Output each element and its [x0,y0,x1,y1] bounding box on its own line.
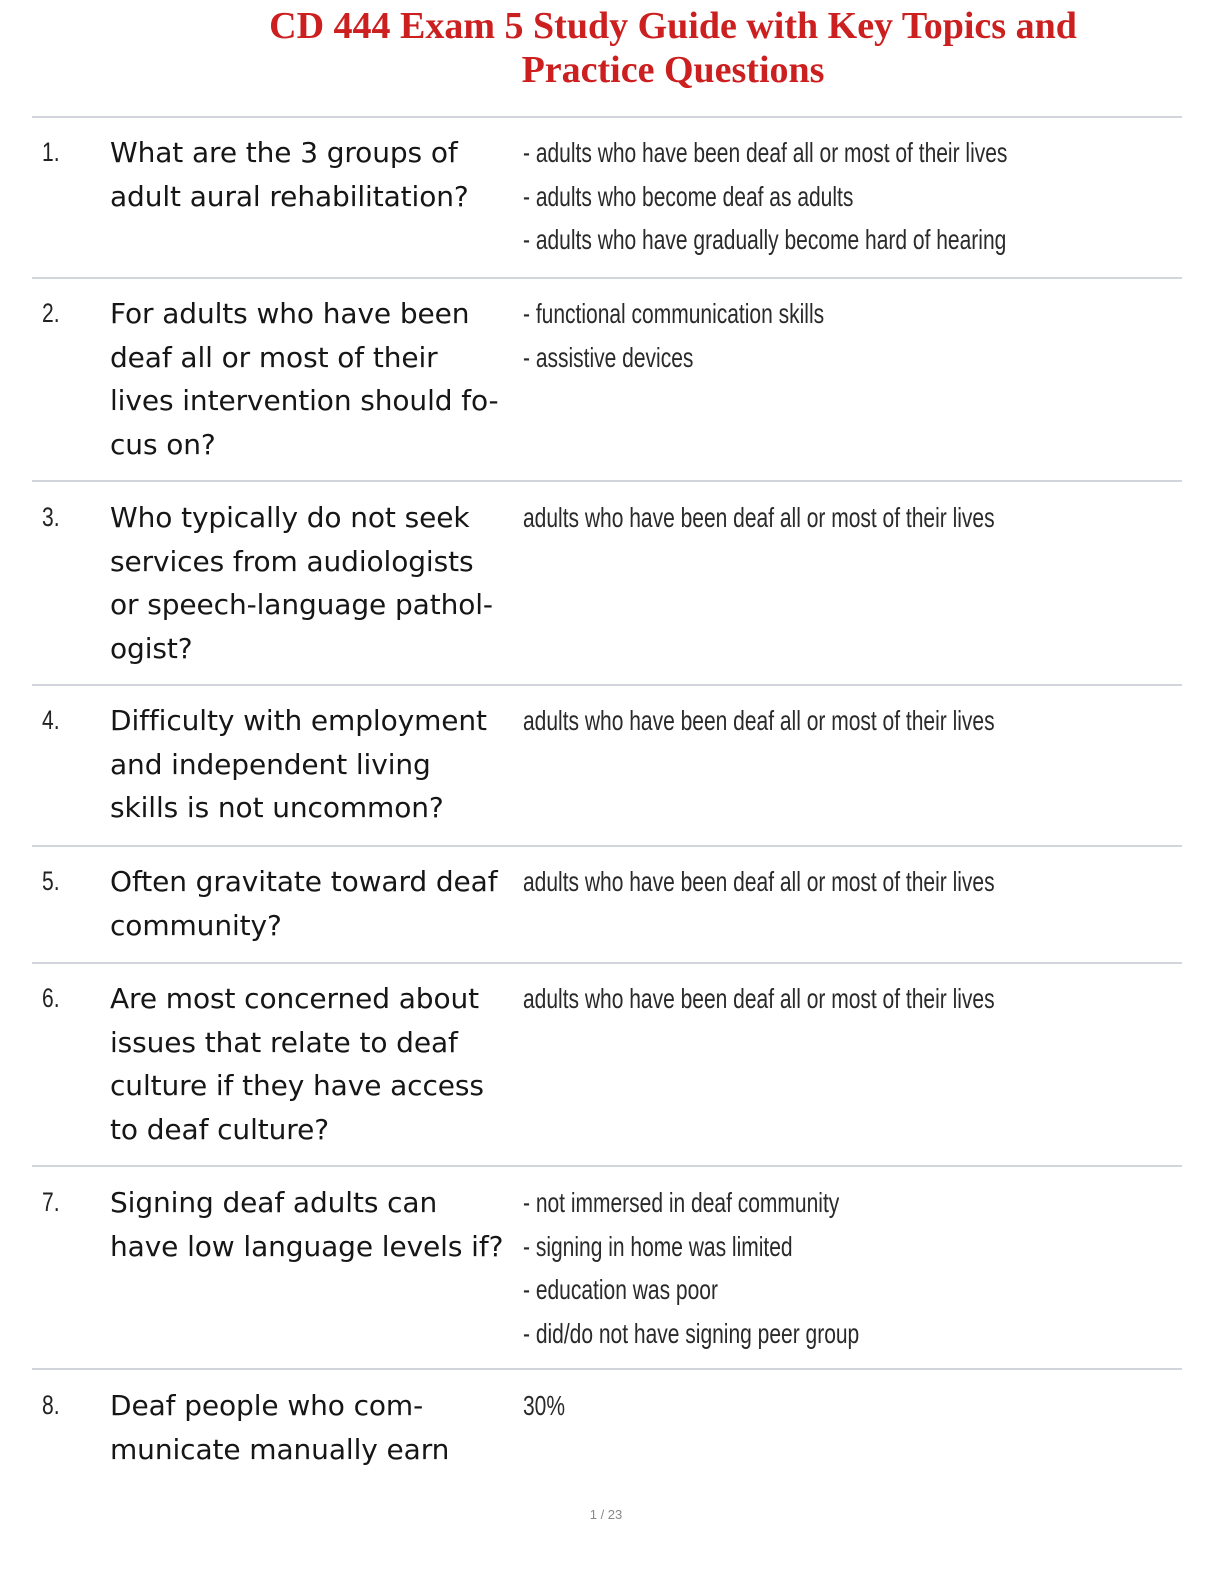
row-divider [32,1165,1182,1167]
question-line: For adults who have been [110,297,470,330]
question-number: 7. [42,1187,60,1217]
question-text [110,496,530,670]
answer-text [523,131,1008,262]
question-line: issues that relate to deaf [110,1025,458,1059]
question-line: Signing deaf adults can [110,1186,438,1219]
question-line: Are most concerned about [110,982,479,1015]
document-title [200,4,1146,92]
page-number: 1 / 23 [589,1507,623,1522]
question-text [110,292,530,466]
question-line: services from audiologists [110,544,474,578]
question-line: Deaf people who com- [110,1389,424,1422]
question-number: 3. [42,502,60,532]
answer-line: - adults who have been deaf all or most of their lives [523,137,1008,168]
question-line: or speech-language pathol- [110,588,493,621]
question-number: 5. [42,866,60,896]
question-text [110,131,530,218]
answer-line: - assistive devices [523,341,694,373]
title-line-1: CD 444 Exam 5 Study Guide with Key Topics and [269,5,1077,47]
question-line: and independent living [110,747,431,781]
answer-line: - signing in home was limited [523,1230,793,1262]
question-line: lives intervention should fo- [110,384,499,417]
question-text [110,860,530,947]
question-line: deaf all or most of their [110,340,438,374]
question-text [110,977,530,1151]
question-number: 6. [42,983,60,1013]
question-line: Difficulty with employment [110,704,487,737]
answer-line: - not immersed in deaf community [523,1187,840,1218]
answer-text [523,292,1003,379]
row-divider [32,962,1182,964]
question-text [110,1181,530,1268]
answer-line: 30% [523,1390,566,1421]
question-line: have low language levels if? [110,1229,504,1263]
question-number: 4. [42,705,60,735]
question-line: What are the 3 groups of [110,136,458,169]
answer-text [523,1181,1003,1355]
question-line: Who typically do not seek [110,501,470,534]
question-line: municate manually earn [110,1432,450,1466]
question-line: to deaf culture? [110,1112,329,1146]
row-divider [32,116,1182,118]
answer-line: adults who have been deaf all or most of their lives [523,705,995,736]
answer-line: - functional communication skills [523,298,825,329]
answer-line: - did/do not have signing peer group [523,1317,860,1349]
question-line: culture if they have access [110,1069,484,1102]
question-number: 2. [42,298,60,328]
question-number: 8. [42,1390,60,1420]
row-divider [32,684,1182,686]
answer-text [523,496,1003,540]
question-line: skills is not uncommon? [110,791,444,824]
answer-line: - adults who become deaf as adults [523,180,854,212]
question-line: community? [110,908,282,942]
answer-line: - education was poor [523,1274,718,1305]
row-divider [32,480,1182,482]
answer-line: adults who have been deaf all or most of their lives [523,866,995,897]
row-divider [32,1368,1182,1370]
answer-text [523,1384,1003,1428]
answer-text [523,977,1003,1021]
answer-line: adults who have been deaf all or most of their lives [523,502,995,533]
answer-line: - adults who have gradually become hard of hearing [523,224,1007,255]
row-divider [32,277,1182,279]
row-divider [32,845,1182,847]
question-text [110,699,530,830]
question-line: adult aural rehabilitation? [110,179,469,213]
question-line: Often gravitate toward deaf [110,865,498,898]
title-line-2: Practice Questions [521,49,825,91]
answer-text [523,699,1003,743]
answer-line: adults who have been deaf all or most of their lives [523,983,995,1014]
answer-text [523,860,1003,904]
question-text [110,1384,530,1471]
question-line: ogist? [110,631,193,665]
question-line: cus on? [110,427,216,461]
question-number: 1. [42,137,60,167]
